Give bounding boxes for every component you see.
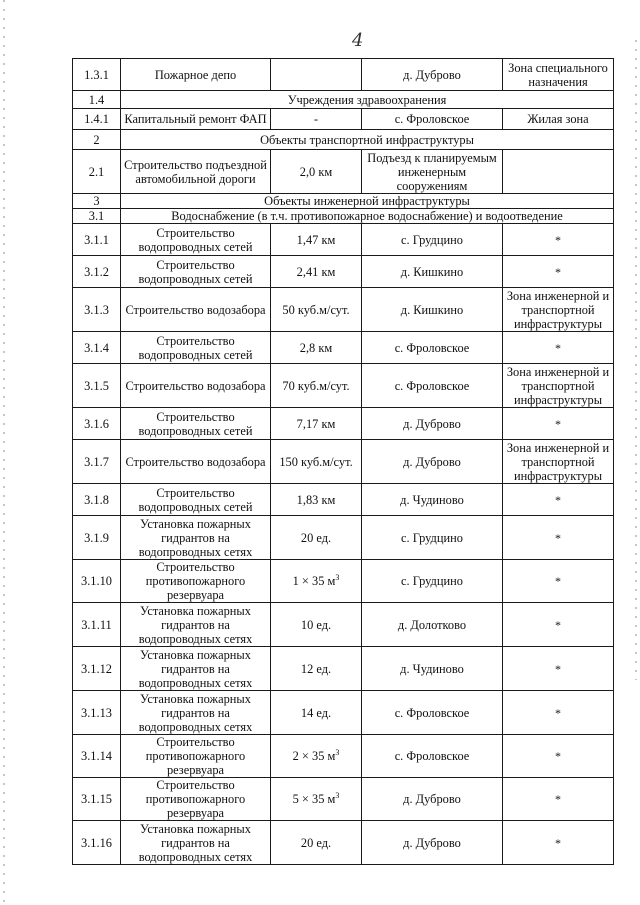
- object-name: Установка пожарных гидрантов на водопроводных сетях: [121, 647, 271, 691]
- object-name: Пожарное депо: [121, 59, 271, 91]
- object-location: д. Кишкино: [362, 288, 503, 332]
- object-quantity: [271, 735, 362, 778]
- functional-zone: *: [503, 647, 614, 691]
- table-row: [73, 150, 614, 194]
- row-number: 3.1.1: [73, 224, 121, 256]
- table-row: [73, 484, 614, 516]
- object-location: с. Грудцино: [362, 560, 503, 603]
- object-name: Строительство водопроводных сетей: [121, 484, 271, 516]
- object-quantity: 150 куб.м/сут.: [271, 440, 362, 484]
- row-number: 3.1: [73, 209, 121, 224]
- table-row: [73, 364, 614, 408]
- functional-zone: *: [503, 821, 614, 865]
- objects-table-body: [73, 59, 614, 865]
- object-name: Установка пожарных гидрантов на водопроводных сетях: [121, 821, 271, 865]
- object-location: д. Дуброво: [362, 408, 503, 440]
- section-row: [73, 194, 614, 209]
- object-location: с. Фроловское: [362, 332, 503, 364]
- object-quantity: [271, 560, 362, 603]
- row-number: 3.1.7: [73, 440, 121, 484]
- functional-zone: Зона инженерной и транспортной инфраструктуры: [503, 364, 614, 408]
- row-number: 3.1.10: [73, 560, 121, 603]
- functional-zone: Зона инженерной и транспортной инфраструктуры: [503, 288, 614, 332]
- object-location: Подъезд к планируемым инженерным сооружениям: [362, 150, 503, 194]
- object-location: д. Дуброво: [362, 821, 503, 865]
- row-number: 3.1.6: [73, 408, 121, 440]
- table-row: [73, 516, 614, 560]
- table-row: [73, 256, 614, 288]
- object-location: с. Грудцино: [362, 224, 503, 256]
- object-name: Строительство водопроводных сетей: [121, 408, 271, 440]
- table-row: [73, 603, 614, 647]
- object-name: Строительство водозабора: [121, 440, 271, 484]
- object-name: Строительство противопожарного резервуара: [121, 778, 271, 821]
- object-location: д. Дуброво: [362, 440, 503, 484]
- section-row: [73, 91, 614, 109]
- row-number: 3.1.2: [73, 256, 121, 288]
- object-name: Строительство водопроводных сетей: [121, 332, 271, 364]
- row-number: 3.1.9: [73, 516, 121, 560]
- functional-zone: *: [503, 603, 614, 647]
- functional-zone: *: [503, 778, 614, 821]
- objects-table: [72, 58, 614, 865]
- object-name: Строительство противопожарного резервуара: [121, 735, 271, 778]
- object-quantity: -: [271, 109, 362, 130]
- object-name: Установка пожарных гидрантов на водопроводных сетях: [121, 603, 271, 647]
- object-name: Строительство водопроводных сетей: [121, 224, 271, 256]
- row-number: 3.1.14: [73, 735, 121, 778]
- functional-zone: *: [503, 224, 614, 256]
- table-row: [73, 778, 614, 821]
- object-name: Строительство водозабора: [121, 364, 271, 408]
- table-row: [73, 288, 614, 332]
- scan-margin-right: [635, 40, 637, 680]
- quantity-value: 5 × 35 м: [292, 792, 336, 806]
- table-row: [73, 735, 614, 778]
- object-name: Установка пожарных гидрантов на водопроводных сетях: [121, 691, 271, 735]
- quantity-exponent: 3: [335, 790, 340, 800]
- section-row: [73, 130, 614, 150]
- quantity-exponent: 3: [335, 572, 340, 582]
- object-quantity: 20 ед.: [271, 821, 362, 865]
- object-name: Строительство подъездной автомобильной дороги: [121, 150, 271, 194]
- functional-zone: *: [503, 560, 614, 603]
- object-quantity: 14 ед.: [271, 691, 362, 735]
- object-location: с. Фроловское: [362, 691, 503, 735]
- row-number: 3.1.12: [73, 647, 121, 691]
- quantity-value: 2 × 35 м: [292, 749, 336, 763]
- page-number: 4: [352, 30, 364, 51]
- functional-zone: Зона специального назначения: [503, 59, 614, 91]
- functional-zone: *: [503, 484, 614, 516]
- table-row: [73, 332, 614, 364]
- row-number: 1.4.1: [73, 109, 121, 130]
- functional-zone: *: [503, 516, 614, 560]
- table-row: [73, 647, 614, 691]
- functional-zone: *: [503, 735, 614, 778]
- object-quantity: 1,47 км: [271, 224, 362, 256]
- table-row: [73, 59, 614, 91]
- row-number: 3.1.4: [73, 332, 121, 364]
- functional-zone: Зона инженерной и транспортной инфраструктуры: [503, 440, 614, 484]
- row-number: 3.1.3: [73, 288, 121, 332]
- section-title: Объекты инженерной инфраструктуры: [121, 194, 614, 209]
- object-quantity: 50 куб.м/сут.: [271, 288, 362, 332]
- table-row: [73, 224, 614, 256]
- object-location: д. Долотково: [362, 603, 503, 647]
- functional-zone: *: [503, 408, 614, 440]
- row-number: 1.3.1: [73, 59, 121, 91]
- row-number: 1.4: [73, 91, 121, 109]
- row-number: 2: [73, 130, 121, 150]
- object-quantity: 20 ед.: [271, 516, 362, 560]
- object-quantity: [271, 59, 362, 91]
- object-name: Капитальный ремонт ФАП: [121, 109, 271, 130]
- table-row: [73, 560, 614, 603]
- row-number: 3.1.13: [73, 691, 121, 735]
- object-location: д. Кишкино: [362, 256, 503, 288]
- section-title: Водоснабжение (в т.ч. противопожарное водоснабжение) и водоотведение: [121, 209, 614, 224]
- table-row: [73, 408, 614, 440]
- row-number: 2.1: [73, 150, 121, 194]
- object-quantity: 7,17 км: [271, 408, 362, 440]
- table-row: [73, 691, 614, 735]
- functional-zone: Жилая зона: [503, 109, 614, 130]
- object-quantity: 1,83 км: [271, 484, 362, 516]
- object-location: д. Чудиново: [362, 484, 503, 516]
- row-number: 3.1.16: [73, 821, 121, 865]
- quantity-value: 1 × 35 м: [292, 574, 336, 588]
- row-number: 3.1.15: [73, 778, 121, 821]
- object-location: д. Чудиново: [362, 647, 503, 691]
- object-quantity: 12 ед.: [271, 647, 362, 691]
- quantity-exponent: 3: [335, 747, 340, 757]
- functional-zone: [503, 150, 614, 194]
- object-quantity: 2,8 км: [271, 332, 362, 364]
- section-title: Учреждения здравоохранения: [121, 91, 614, 109]
- table-row: [73, 109, 614, 130]
- row-number: 3: [73, 194, 121, 209]
- section-title: Объекты транспортной инфраструктуры: [121, 130, 614, 150]
- functional-zone: *: [503, 256, 614, 288]
- row-number: 3.1.11: [73, 603, 121, 647]
- table-row: [73, 821, 614, 865]
- object-quantity: 2,41 км: [271, 256, 362, 288]
- object-name: Установка пожарных гидрантов на водопроводных сетях: [121, 516, 271, 560]
- object-quantity: 10 ед.: [271, 603, 362, 647]
- object-location: д. Дуброво: [362, 59, 503, 91]
- object-quantity: [271, 778, 362, 821]
- table-row: [73, 440, 614, 484]
- object-name: Строительство водозабора: [121, 288, 271, 332]
- object-name: Строительство водопроводных сетей: [121, 256, 271, 288]
- scan-margin-left: [3, 0, 5, 905]
- row-number: 3.1.8: [73, 484, 121, 516]
- object-quantity: 70 куб.м/сут.: [271, 364, 362, 408]
- functional-zone: *: [503, 332, 614, 364]
- object-quantity: 2,0 км: [271, 150, 362, 194]
- object-name: Строительство противопожарного резервуара: [121, 560, 271, 603]
- object-location: д. Дуброво: [362, 778, 503, 821]
- object-location: с. Фроловское: [362, 109, 503, 130]
- object-location: с. Фроловское: [362, 364, 503, 408]
- row-number: 3.1.5: [73, 364, 121, 408]
- object-location: с. Грудцино: [362, 516, 503, 560]
- object-location: с. Фроловское: [362, 735, 503, 778]
- functional-zone: *: [503, 691, 614, 735]
- section-row: [73, 209, 614, 224]
